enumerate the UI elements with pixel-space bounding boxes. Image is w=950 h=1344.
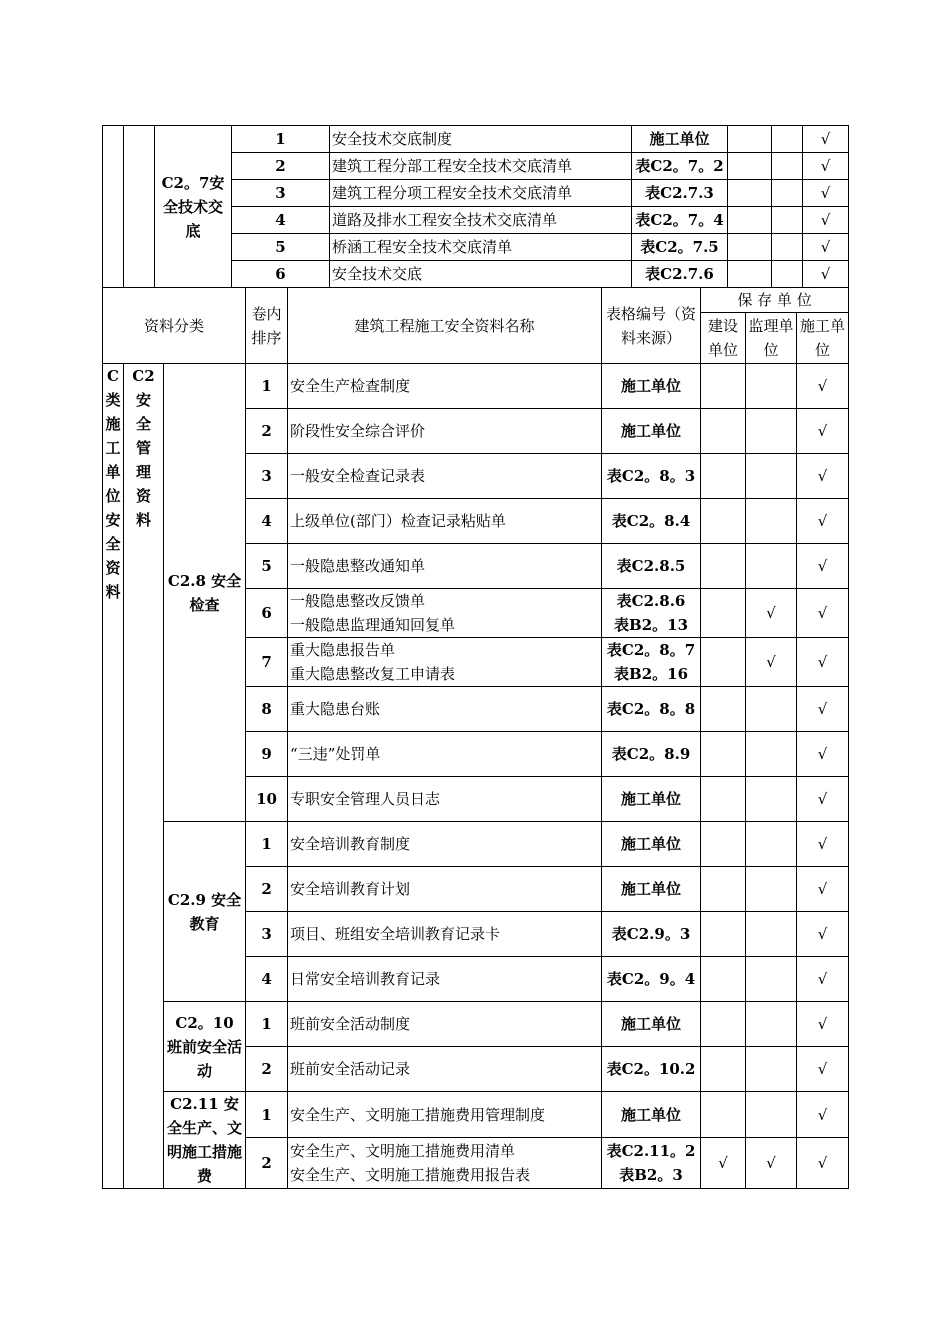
supervise-unit-check: √	[746, 589, 797, 638]
supervise-unit-check	[772, 153, 803, 180]
document-name: 班前安全活动制度	[288, 1002, 602, 1047]
form-number: 施工单位	[602, 822, 701, 867]
construct-unit-check: √	[803, 180, 849, 207]
order-number: 5	[232, 234, 330, 261]
document-name: 一般隐患整改通知单	[288, 544, 602, 589]
supervise-unit-check	[746, 912, 797, 957]
form-number: 表C2。10.2	[602, 1047, 701, 1092]
supervise-unit-check	[772, 126, 803, 153]
supervise-unit-check	[746, 1092, 797, 1138]
build-unit-check	[701, 1092, 746, 1138]
form-number: 表C2.7.3	[632, 180, 728, 207]
table-row	[103, 364, 849, 409]
supervise-unit-check	[746, 687, 797, 732]
level2-category: C2安全管理资料	[124, 364, 164, 1189]
form-number: 表C2.8.6 表B2。13	[602, 589, 701, 638]
table-row	[103, 126, 849, 153]
header-build-unit: 建设单位	[701, 313, 746, 364]
form-number: 表C2.8.5	[602, 544, 701, 589]
document-name: 安全技术交底制度	[330, 126, 632, 153]
build-unit-check	[728, 180, 772, 207]
order-number: 1	[246, 1092, 288, 1138]
group-title: C2.11 安全生产、文明施工措施费	[164, 1092, 246, 1189]
document-name: 重大隐患台账	[288, 687, 602, 732]
order-number: 6	[232, 261, 330, 288]
construct-unit-check: √	[797, 499, 849, 544]
build-unit-check	[701, 957, 746, 1002]
order-number: 2	[246, 867, 288, 912]
build-unit-check	[728, 234, 772, 261]
supervise-unit-check	[746, 867, 797, 912]
supervise-unit-check	[772, 207, 803, 234]
build-unit-check	[728, 207, 772, 234]
order-number: 2	[246, 409, 288, 454]
construct-unit-check: √	[797, 638, 849, 687]
order-number: 2	[246, 1047, 288, 1092]
form-number: 表C2。8。3	[602, 454, 701, 499]
supervise-unit-check	[772, 261, 803, 288]
construct-unit-check: √	[797, 912, 849, 957]
order-number: 1	[246, 364, 288, 409]
construct-unit-check: √	[797, 687, 849, 732]
form-number: 表C2.9。3	[602, 912, 701, 957]
document-name: 道路及排水工程安全技术交底清单	[330, 207, 632, 234]
supervise-unit-check: √	[746, 1138, 797, 1189]
supervise-unit-check	[746, 1047, 797, 1092]
document-name: 项目、班组安全培训教育记录卡	[288, 912, 602, 957]
build-unit-check	[701, 409, 746, 454]
order-number: 8	[246, 687, 288, 732]
order-number: 2	[246, 1138, 288, 1189]
build-unit-check	[701, 867, 746, 912]
document-name: 一般隐患整改反馈单 一般隐患监理通知回复单	[288, 589, 602, 638]
blank-cell	[124, 126, 155, 288]
document-name: 安全生产检查制度	[288, 364, 602, 409]
supervise-unit-check: √	[746, 638, 797, 687]
header-form-no: 表格编号（资料来源）	[602, 288, 701, 364]
supervise-unit-check	[746, 822, 797, 867]
build-unit-check	[701, 732, 746, 777]
supervise-unit-check	[746, 364, 797, 409]
form-number: 施工单位	[602, 409, 701, 454]
table-row	[103, 822, 849, 867]
build-unit-check	[701, 589, 746, 638]
build-unit-check	[701, 499, 746, 544]
form-number: 施工单位	[632, 126, 728, 153]
supervise-unit-check	[746, 777, 797, 822]
supervise-unit-check	[772, 234, 803, 261]
order-number: 4	[246, 499, 288, 544]
document-name: 一般安全检查记录表	[288, 454, 602, 499]
document-name: 日常安全培训教育记录	[288, 957, 602, 1002]
construct-unit-check: √	[797, 364, 849, 409]
build-unit-check	[701, 1002, 746, 1047]
form-number: 表C2.11。2 表B2。3	[602, 1138, 701, 1189]
supervise-unit-check	[746, 544, 797, 589]
build-unit-check	[701, 687, 746, 732]
header-supervise-unit: 监理单位	[746, 313, 797, 364]
order-number: 5	[246, 544, 288, 589]
construct-unit-check: √	[797, 1092, 849, 1138]
document-name: 安全培训教育计划	[288, 867, 602, 912]
document-name: 建筑工程分部工程安全技术交底清单	[330, 153, 632, 180]
order-number: 3	[232, 180, 330, 207]
header-name: 建筑工程施工安全资料名称	[288, 288, 602, 364]
document-name: 安全培训教育制度	[288, 822, 602, 867]
order-number: 3	[246, 454, 288, 499]
form-number: 表C2。8。7 表B2。16	[602, 638, 701, 687]
construct-unit-check: √	[803, 126, 849, 153]
construct-unit-check: √	[797, 867, 849, 912]
construct-unit-check: √	[803, 234, 849, 261]
form-number: 施工单位	[602, 867, 701, 912]
supervise-unit-check	[746, 454, 797, 499]
construct-unit-check: √	[797, 957, 849, 1002]
construct-unit-check: √	[797, 777, 849, 822]
form-number: 施工单位	[602, 1002, 701, 1047]
construct-unit-check: √	[797, 732, 849, 777]
form-number: 表C2。8。8	[602, 687, 701, 732]
form-number: 表C2。9。4	[602, 957, 701, 1002]
category-cell: C2。7安全技术交底	[155, 126, 232, 288]
supervise-unit-check	[772, 180, 803, 207]
document-name: 重大隐患报告单 重大隐患整改复工申请表	[288, 638, 602, 687]
form-number: 表C2。8.9	[602, 732, 701, 777]
document-name: “三违”处罚单	[288, 732, 602, 777]
order-number: 1	[232, 126, 330, 153]
build-unit-check	[728, 153, 772, 180]
form-number: 施工单位	[602, 1092, 701, 1138]
supervise-unit-check	[746, 732, 797, 777]
document-name: 班前安全活动记录	[288, 1047, 602, 1092]
supervise-unit-check	[746, 499, 797, 544]
construct-unit-check: √	[797, 1047, 849, 1092]
form-number: 表C2.7.6	[632, 261, 728, 288]
form-number: 施工单位	[602, 364, 701, 409]
construct-unit-check: √	[803, 207, 849, 234]
build-unit-check	[701, 544, 746, 589]
order-number: 3	[246, 912, 288, 957]
order-number: 4	[232, 207, 330, 234]
group-title: C2。10 班前安全活动	[164, 1002, 246, 1092]
order-number: 2	[232, 153, 330, 180]
blank-cell	[103, 126, 124, 288]
document-name: 安全技术交底	[330, 261, 632, 288]
header-construct-unit: 施工单位	[797, 313, 849, 364]
build-unit-check	[728, 126, 772, 153]
build-unit-check	[701, 777, 746, 822]
header-keep-unit: 保 存 单 位	[701, 288, 849, 313]
document-name: 上级单位(部门）检查记录粘贴单	[288, 499, 602, 544]
header-category: 资料分类	[103, 288, 246, 364]
group-title: C2.8 安全检查	[164, 364, 246, 822]
group-title: C2.9 安全教育	[164, 822, 246, 1002]
build-unit-check	[701, 364, 746, 409]
order-number: 1	[246, 1002, 288, 1047]
construct-unit-check: √	[797, 822, 849, 867]
build-unit-check: √	[701, 1138, 746, 1189]
order-number: 6	[246, 589, 288, 638]
document-name: 安全生产、文明施工措施费用清单 安全生产、文明施工措施费用报告表	[288, 1138, 602, 1189]
document-name: 专职安全管理人员日志	[288, 777, 602, 822]
build-unit-check	[701, 454, 746, 499]
table-row	[103, 1092, 849, 1138]
table-row	[103, 1002, 849, 1047]
construct-unit-check: √	[797, 544, 849, 589]
construct-unit-check: √	[797, 409, 849, 454]
document-name: 桥涵工程安全技术交底清单	[330, 234, 632, 261]
order-number: 7	[246, 638, 288, 687]
level1-category: C类施工单位安全资料	[103, 364, 124, 1189]
form-number: 表C2。7。4	[632, 207, 728, 234]
construct-unit-check: √	[797, 1002, 849, 1047]
order-number: 9	[246, 732, 288, 777]
form-number: 表C2。7。2	[632, 153, 728, 180]
document-name: 安全生产、文明施工措施费用管理制度	[288, 1092, 602, 1138]
construct-unit-check: √	[803, 261, 849, 288]
top-continuation-table	[102, 125, 849, 288]
form-number: 表C2。8.4	[602, 499, 701, 544]
construct-unit-check: √	[797, 589, 849, 638]
document-name: 阶段性安全综合评价	[288, 409, 602, 454]
form-number: 施工单位	[602, 777, 701, 822]
main-table	[102, 287, 849, 1189]
order-number: 4	[246, 957, 288, 1002]
supervise-unit-check	[746, 1002, 797, 1047]
construct-unit-check: √	[797, 454, 849, 499]
build-unit-check	[701, 638, 746, 687]
order-number: 1	[246, 822, 288, 867]
construct-unit-check: √	[803, 153, 849, 180]
header-order: 卷内排序	[246, 288, 288, 364]
supervise-unit-check	[746, 957, 797, 1002]
supervise-unit-check	[746, 409, 797, 454]
build-unit-check	[701, 1047, 746, 1092]
construct-unit-check: √	[797, 1138, 849, 1189]
form-number: 表C2。7.5	[632, 234, 728, 261]
build-unit-check	[701, 822, 746, 867]
order-number: 10	[246, 777, 288, 822]
document-name: 建筑工程分项工程安全技术交底清单	[330, 180, 632, 207]
build-unit-check	[701, 912, 746, 957]
build-unit-check	[728, 261, 772, 288]
